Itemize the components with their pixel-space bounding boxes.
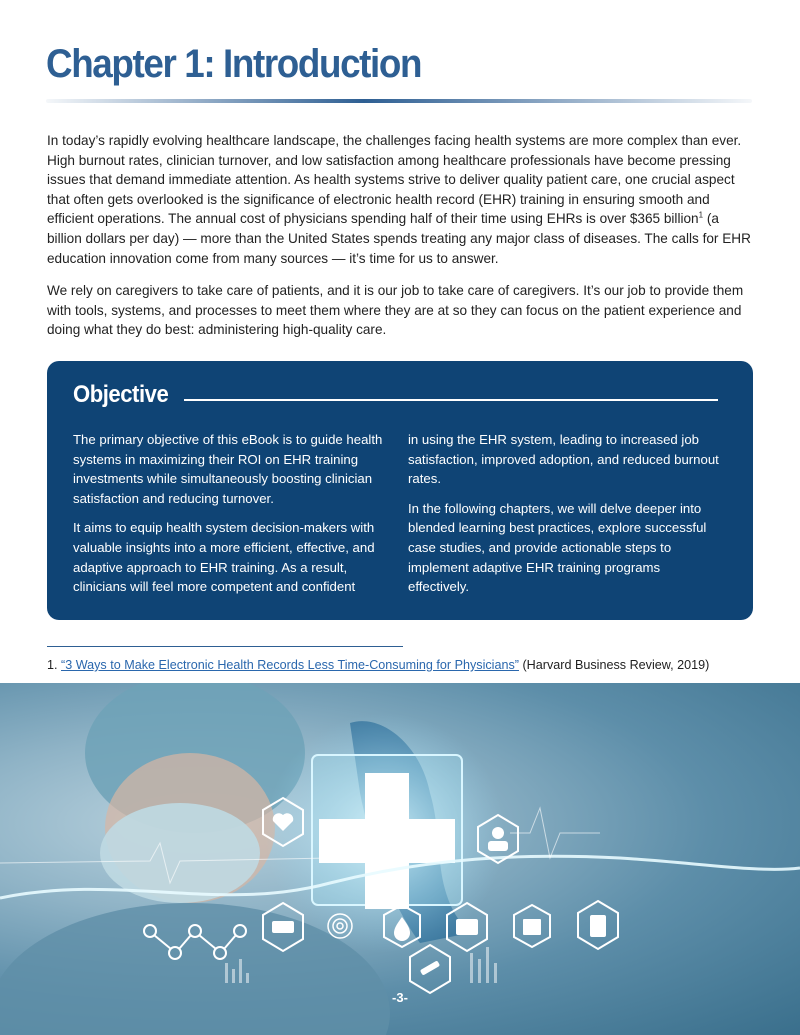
- objective-paragraph: in using the EHR system, leading to increased job satisfaction, improved adoption, and reduced burnout rates.: [408, 432, 719, 487]
- objective-paragraph: The primary objective of this eBook is to guide health systems in maximizing their ROI on EHR training investments while simultaneously boosting clinician satisfaction and reducing turnover.: [73, 432, 383, 506]
- footnote-number: 1.: [47, 658, 58, 672]
- objective-paragraph: In the following chapters, we will delve deeper into blended learning best practices, explore successful case studies, and provide actionable steps to implement adaptive EHR training programs effectively.: [408, 500, 707, 595]
- objective-heading: Objective: [73, 381, 169, 408]
- footnote-source: (Harvard Business Review, 2019): [518, 658, 710, 672]
- objective-paragraph: It aims to equip health system decision-makers with valuable insights into a more efficient, effective, and adaptive approach to EHR training. As a result, clinicians will feel more competent and confident: [73, 520, 375, 595]
- intro-text-a: In today’s rapidly evolving healthcare landscape, the challenges facing health systems are more complex than ever. High burnout rates, clinician turnover, and low satisfaction among healthcare professionals have become pressing issues that demand immediate attention. As health systems strive to deliver quality patient care, one crucial aspect that often gets overlooked is the significance of electronic health record (EHR) training in ensuring smooth and efficient operations. The annual cost of physicians spending half of their time using EHRs is over $365 billion: [47, 133, 742, 227]
- objective-column-left: [73, 430, 388, 607]
- footnote-ref[interactable]: 1: [698, 210, 704, 220]
- objective-column-right: [408, 430, 723, 607]
- intro-text-2: We rely on caregivers to take care of patients, and it is our job to take care of caregivers. It’s our job to provide them with tools, systems, and processes to meet them where they are at so they can focus on the patient experience and doing what they do best: administering high-quality care.: [47, 283, 744, 338]
- footnote: [47, 658, 709, 672]
- intro-text-b: (a billion dollars per day) — more than the United States spends treating any major class of diseases. The calls for EHR education innovation come from many sources — it’s time for us to answer.: [47, 211, 751, 266]
- objective-rule: [184, 399, 718, 401]
- footnote-divider: [47, 646, 403, 647]
- intro-paragraph-1: [47, 131, 753, 268]
- hero-image-doctor-medical-icons: [0, 683, 800, 1035]
- intro-paragraph-2: [47, 281, 753, 340]
- footnote-link[interactable]: “3 Ways to Make Electronic Health Records Less Time-Consuming for Physicians”: [61, 658, 519, 672]
- objective-box: [47, 361, 753, 620]
- doctor-mask: [100, 803, 260, 903]
- chapter-title: Chapter 1: Introduction: [46, 42, 422, 86]
- page-number: -3-: [392, 990, 408, 1005]
- hero-illustration: [0, 683, 800, 1035]
- title-underline: [46, 99, 752, 103]
